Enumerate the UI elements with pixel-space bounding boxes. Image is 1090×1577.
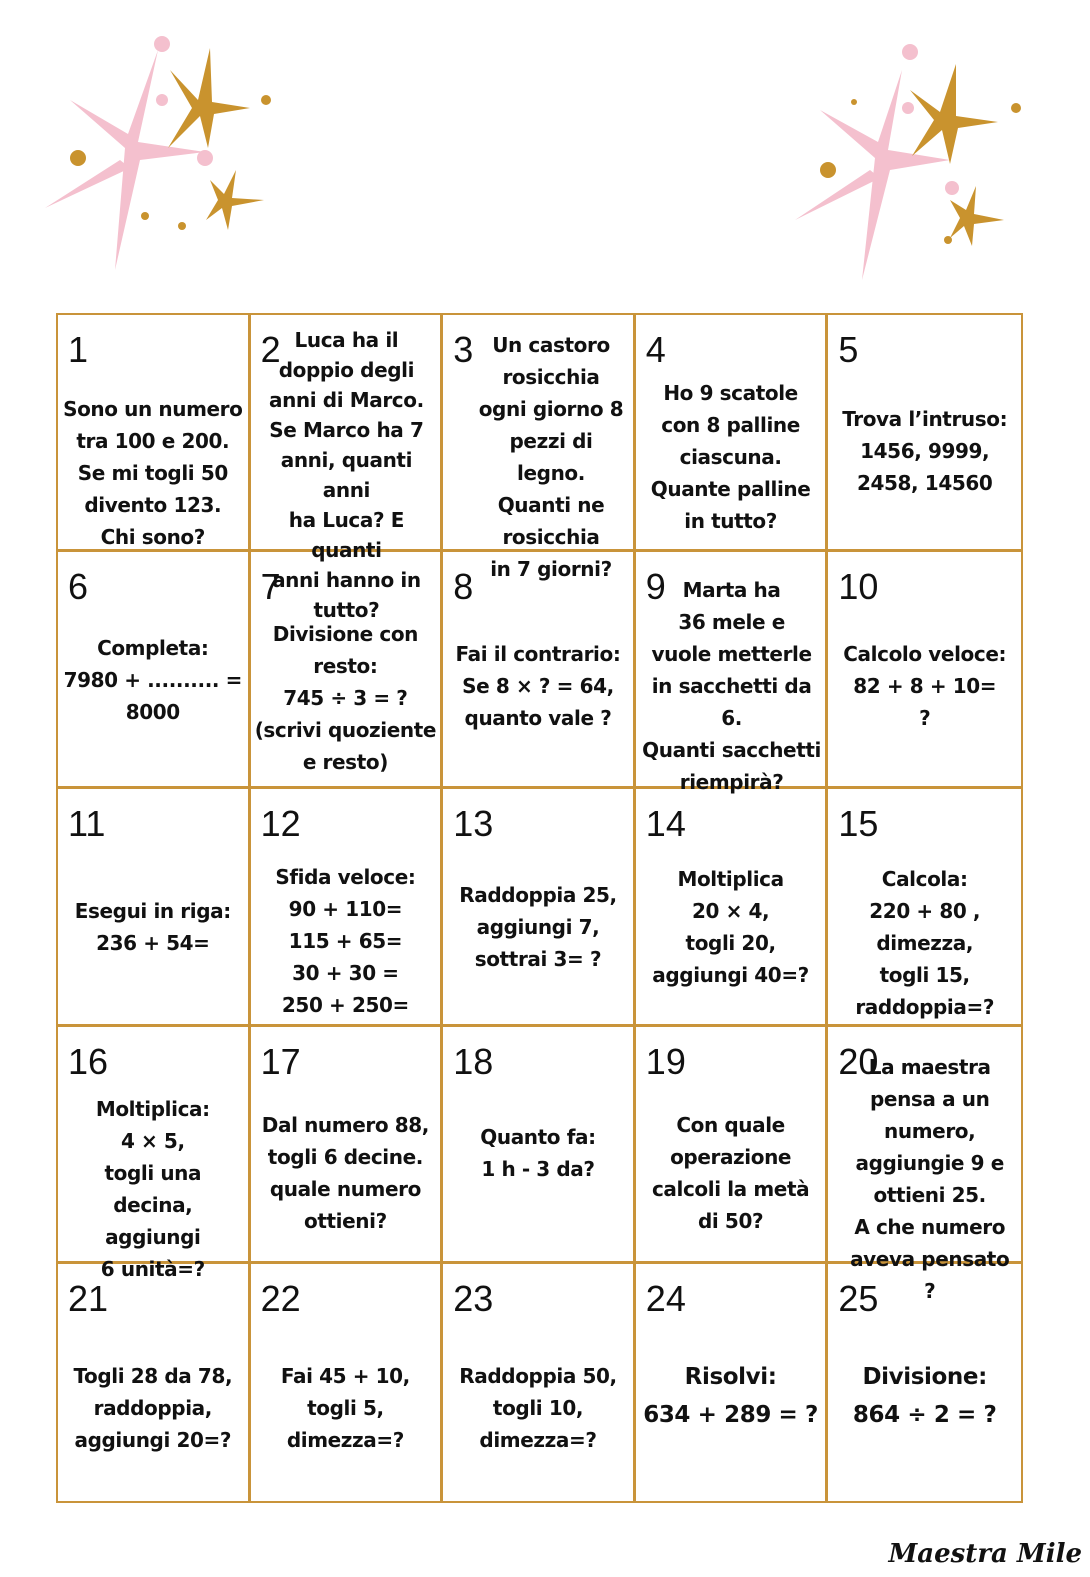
- challenge-grid: [56, 313, 1023, 1503]
- gold-star-icon: [168, 48, 264, 230]
- card-number: 7: [260, 566, 281, 608]
- card-text: Togli 28 da 78, raddoppia, aggiungi 20=?: [73, 1363, 233, 1452]
- card-text: Esegui in riga: 236 + 54=: [74, 899, 231, 956]
- card-20: [828, 1027, 1021, 1303]
- card-text: Sono un numero tra 100 e 200. Se mi togli 50 divento 123. Chi sono?: [63, 397, 243, 549]
- card-text: Raddoppia 25, aggiungi 7, sottrai 3= ?: [459, 883, 617, 972]
- card-12: [251, 789, 444, 1026]
- pink-dot-icon: [197, 150, 213, 166]
- card-2: [251, 315, 444, 622]
- gold-dot-icon: [141, 212, 149, 220]
- gold-dot-icon: [261, 95, 271, 105]
- gold-dot-icon: [944, 236, 952, 244]
- card-text: Moltiplica 20 × 4, togli 20, aggiungi 40=?: [652, 867, 809, 988]
- card-number: 17: [260, 1040, 301, 1082]
- card-number: 16: [68, 1040, 109, 1082]
- gold-dot-icon: [851, 99, 857, 105]
- card-18: [443, 1027, 636, 1264]
- card-number: 13: [453, 803, 494, 845]
- card-number: 14: [645, 803, 686, 845]
- gold-dot-icon: [820, 162, 836, 178]
- card-10: [828, 552, 1021, 789]
- card-11: [58, 789, 251, 1026]
- card-19: [636, 1027, 829, 1264]
- gold-dot-icon: [178, 222, 186, 230]
- card-number: 15: [838, 803, 879, 845]
- stars-decoration-right: [790, 30, 1030, 290]
- card-number: 24: [645, 1277, 686, 1319]
- card-text: Ho 9 scatole con 8 palline ciascuna. Quante palline in tutto?: [650, 381, 811, 533]
- pink-dot-icon: [154, 36, 170, 52]
- card-15: [828, 789, 1021, 1026]
- card-4: [636, 315, 829, 552]
- card-number: 19: [645, 1040, 686, 1082]
- card-22: [251, 1264, 444, 1501]
- stars-decoration-left: [40, 30, 280, 290]
- card-number: 8: [453, 566, 474, 608]
- card-text: Calcolo veloce: 82 + 8 + 10= ?: [843, 642, 1007, 731]
- card-text: Dal numero 88, togli 6 decine. quale numero ottieni?: [261, 1112, 429, 1233]
- card-text: La maestra pensa a un numero, aggiungie 9 e ottieni 25. A che numero aveva pensato ?: [850, 1054, 1010, 1303]
- card-number: 1: [68, 329, 89, 370]
- card-number: 21: [68, 1277, 109, 1319]
- card-number: 3: [453, 329, 474, 370]
- card-5: [828, 315, 1021, 552]
- card-number: 23: [453, 1277, 494, 1319]
- card-number: 4: [645, 329, 666, 370]
- card-text: Trova l’intruso: 1456, 9999, 2458, 14560: [842, 407, 1008, 495]
- card-text: Moltiplica: 4 × 5, togli una decina, aggiungi 6 unità=?: [95, 1096, 210, 1281]
- pink-dot-icon: [902, 44, 918, 60]
- card-7: [251, 552, 444, 789]
- card-number: 10: [838, 566, 879, 608]
- card-text: Completa: 7980 + .......... = 8000: [63, 636, 243, 725]
- card-number: 6: [68, 566, 89, 608]
- card-number: 5: [838, 329, 859, 370]
- card-17: [251, 1027, 444, 1264]
- card-number: 20: [838, 1040, 879, 1082]
- card-21: [58, 1264, 251, 1501]
- card-text: Sfida veloce: 90 + 110= 115 + 65= 30 + 30 = 250 + 250=: [275, 865, 416, 1018]
- gold-dot-icon: [70, 150, 86, 166]
- pink-dot-icon: [156, 94, 168, 106]
- card-text: Calcola: 220 + 80 , dimezza, togli 15, raddoppia=?: [855, 867, 995, 1020]
- card-text: Marta ha 36 mele e vuole metterle in sacchetti da 6. Quanti sacchetti riempirà?: [642, 578, 822, 795]
- card-8: [443, 552, 636, 789]
- card-number: 11: [68, 803, 106, 845]
- card-text: Divisione: 864 ÷ 2 = ?: [852, 1363, 997, 1428]
- card-9: [636, 552, 829, 795]
- card-23: [443, 1264, 636, 1501]
- gold-dot-icon: [1011, 103, 1021, 113]
- pink-dot-icon: [902, 102, 914, 114]
- card-3: [443, 315, 636, 581]
- card-number: 18: [453, 1040, 494, 1082]
- pink-dot-icon: [945, 181, 959, 195]
- card-6: [58, 552, 251, 789]
- author-signature: Maestra Mile: [888, 1539, 1082, 1569]
- card-24: [636, 1264, 829, 1501]
- card-number: 12: [260, 803, 301, 845]
- card-text: Un castoro rosicchia ogni giorno 8 pezzi di legno. Quanti ne rosicchia in 7 giorni?: [478, 333, 624, 581]
- card-text: Divisione con resto: 745 ÷ 3 = ? (scrivi quoziente e resto): [254, 622, 437, 775]
- gold-star-icon: [910, 64, 1004, 246]
- card-1: [58, 315, 251, 552]
- card-text: Con quale operazione calcoli la metà di 50?: [651, 1112, 810, 1233]
- card-13: [443, 789, 636, 1026]
- pink-star-icon: [795, 70, 950, 280]
- card-number: 22: [260, 1277, 301, 1319]
- card-number: 9: [645, 566, 666, 608]
- card-25: [828, 1264, 1021, 1501]
- card-14: [636, 789, 829, 1026]
- card-16: [58, 1027, 251, 1281]
- card-text: Fai 45 + 10, togli 5, dimezza=?: [280, 1363, 410, 1452]
- card-number: 25: [838, 1277, 879, 1319]
- card-text: Raddoppia 50, togli 10, dimezza=?: [459, 1363, 617, 1452]
- card-text: Fai il contrario: Se 8 × ? = 64, quanto vale ?: [455, 642, 621, 731]
- card-number: 2: [260, 329, 281, 370]
- card-text: Luca ha il doppio degli anni di Marco. Se Marco ha 7 anni, quanti anni ha Luca? E quanti anni hanno in tutto?: [269, 328, 424, 622]
- card-text: Quanto fa: 1 h - 3 da?: [480, 1124, 596, 1181]
- card-text: Risolvi: 634 + 289 = ?: [643, 1363, 818, 1428]
